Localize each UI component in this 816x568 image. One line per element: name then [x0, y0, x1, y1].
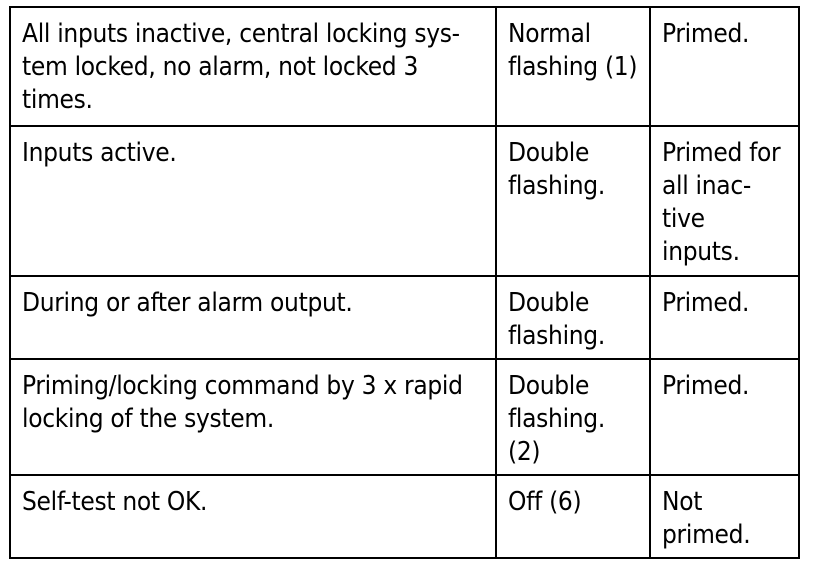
table-row	[10, 276, 799, 359]
condition-cell	[10, 475, 496, 558]
status-line: Not	[662, 487, 703, 517]
status-line: primed.	[662, 520, 751, 550]
led-line: Off (6)	[508, 487, 582, 517]
led-line: flashing.	[508, 171, 605, 201]
led-line: Double	[508, 138, 590, 168]
condition-line: Priming/locking command by 3 x rapid	[22, 371, 463, 401]
status-table	[9, 6, 800, 559]
status-line: Primed.	[662, 371, 750, 401]
table-row	[10, 359, 799, 475]
condition-cell	[10, 7, 496, 126]
led-line: Normal	[508, 19, 591, 49]
led-cell	[496, 7, 650, 126]
led-line: flashing (1)	[508, 52, 638, 82]
condition-cell	[10, 276, 496, 359]
status-line: Primed for	[662, 138, 781, 168]
led-line: flashing.	[508, 404, 605, 434]
led-line: flashing.	[508, 321, 605, 351]
condition-line: All inputs inactive, central locking sys-	[22, 19, 460, 49]
status-line: inputs.	[662, 237, 740, 267]
led-cell	[496, 475, 650, 558]
condition-line: tem locked, no alarm, not locked 3	[22, 52, 419, 82]
status-line: tive	[662, 204, 705, 234]
status-cell	[650, 276, 799, 359]
led-cell	[496, 126, 650, 276]
condition-cell	[10, 126, 496, 276]
table-row	[10, 7, 799, 126]
table-row	[10, 126, 799, 276]
status-cell	[650, 359, 799, 475]
status-cell	[650, 475, 799, 558]
status-cell	[650, 126, 799, 276]
led-line: (2)	[508, 437, 541, 467]
status-line: all inac-	[662, 171, 752, 201]
condition-line: times.	[22, 85, 93, 115]
led-line: Double	[508, 371, 590, 401]
condition-line: locking of the system.	[22, 404, 274, 434]
status-line: Primed.	[662, 288, 750, 318]
led-cell	[496, 276, 650, 359]
status-line: Primed.	[662, 19, 750, 49]
status-cell	[650, 7, 799, 126]
table-row	[10, 475, 799, 558]
condition-line: During or after alarm output.	[22, 288, 353, 318]
led-cell	[496, 359, 650, 475]
condition-line: Inputs active.	[22, 138, 177, 168]
condition-cell	[10, 359, 496, 475]
led-line: Double	[508, 288, 590, 318]
condition-line: Self-test not OK.	[22, 487, 208, 517]
